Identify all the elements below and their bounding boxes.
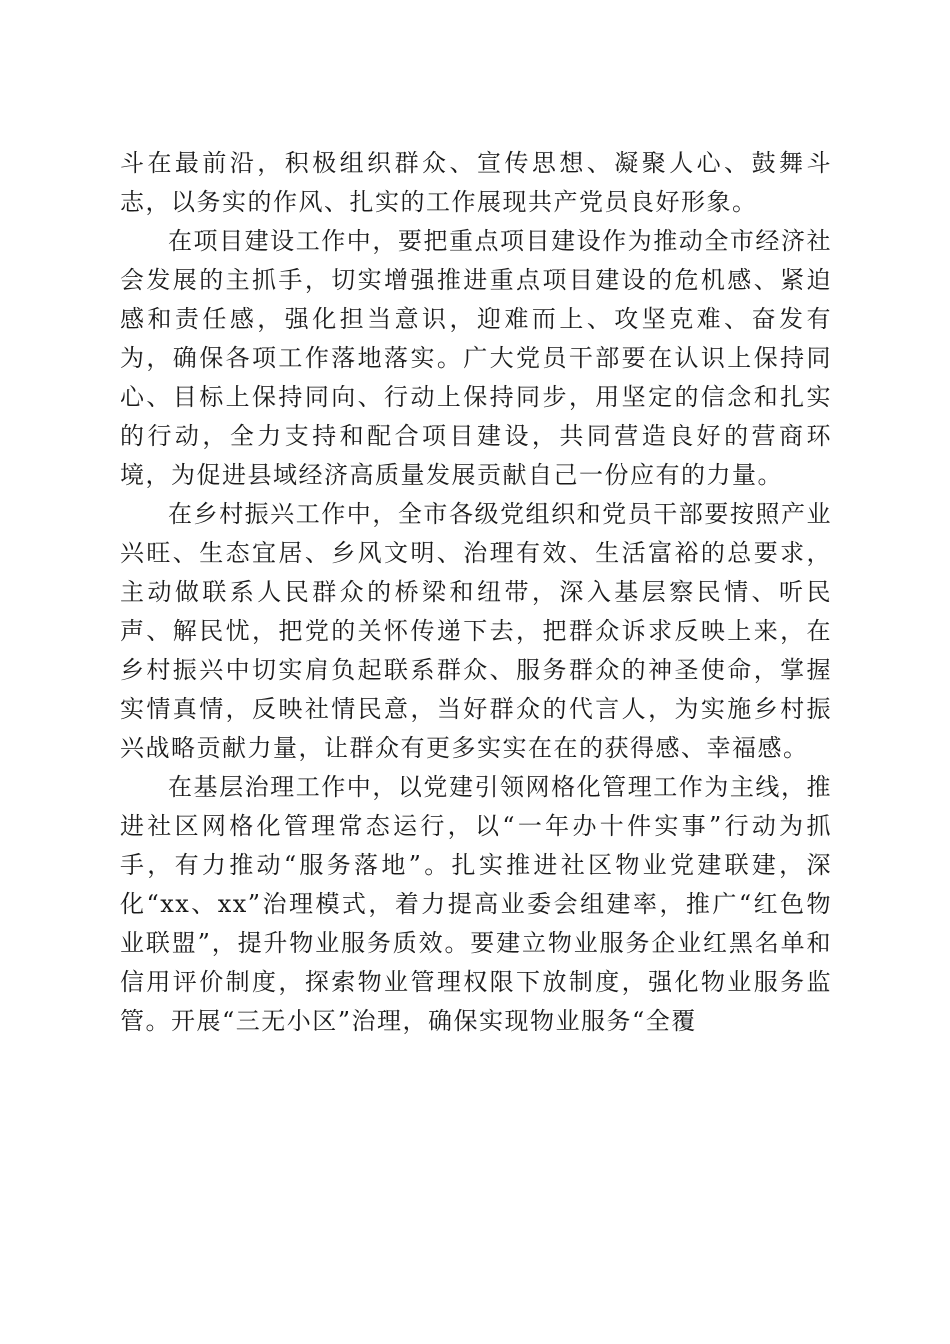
paragraph-rural-revitalization: 在乡村振兴工作中，全市各级党组织和党员干部要按照产业兴旺、生态宜居、乡风文明、治理有效、生活富裕的总要求，主动做联系人民群众的桥梁和纽带，深入基层察民情、听民声、解民忧，把党的关怀传递下去，把群众诉求反映上来，在乡村振兴中切实肩负起联系群众、服务群众的神圣使命，掌握实情真情，反映社情民意，当好群众的代言人，为实施乡村振兴战略贡献力量，让群众有更多实实在在的获得感、幸福感。 xyxy=(120,500,832,762)
paragraph-continuation: 斗在最前沿，积极组织群众、宣传思想、凝聚人心、鼓舞斗志，以务实的作风、扎实的工作展现共产党员良好形象。 xyxy=(120,149,832,216)
paragraph-grassroots-governance: 在基层治理工作中，以党建引领网格化管理工作为主线，推进社区网格化管理常态运行，以“一年办十件实事”行动为抓手，有力推动“服务落地”。扎实推进社区物业党建联建，深化“xx、xx”治理模式，着力提高业委会组建率，推广“红色物业联盟”，提升物业服务质效。要建立物业服务企业红黑名单和信用评价制度，探索物业管理权限下放制度，强化物业服务监管。开展“三无小区”治理，确保实现物业服务“全覆 xyxy=(120,773,832,1035)
paragraph-project-construction: 在项目建设工作中，要把重点项目建设作为推动全市经济社会发展的主抓手，切实增强推进重点项目建设的危机感、紧迫感和责任感，强化担当意识，迎难而上、攻坚克难、奋发有为，确保各项工作落地落实。广大党员干部要在认识上保持同心、目标上保持同向、行动上保持同步，用坚定的信念和扎实的行动，全力支持和配合项目建设，共同营造良好的营商环境，为促进县域经济高质量发展贡献自己一份应有的力量。 xyxy=(120,227,832,489)
document-body xyxy=(120,144,832,1041)
